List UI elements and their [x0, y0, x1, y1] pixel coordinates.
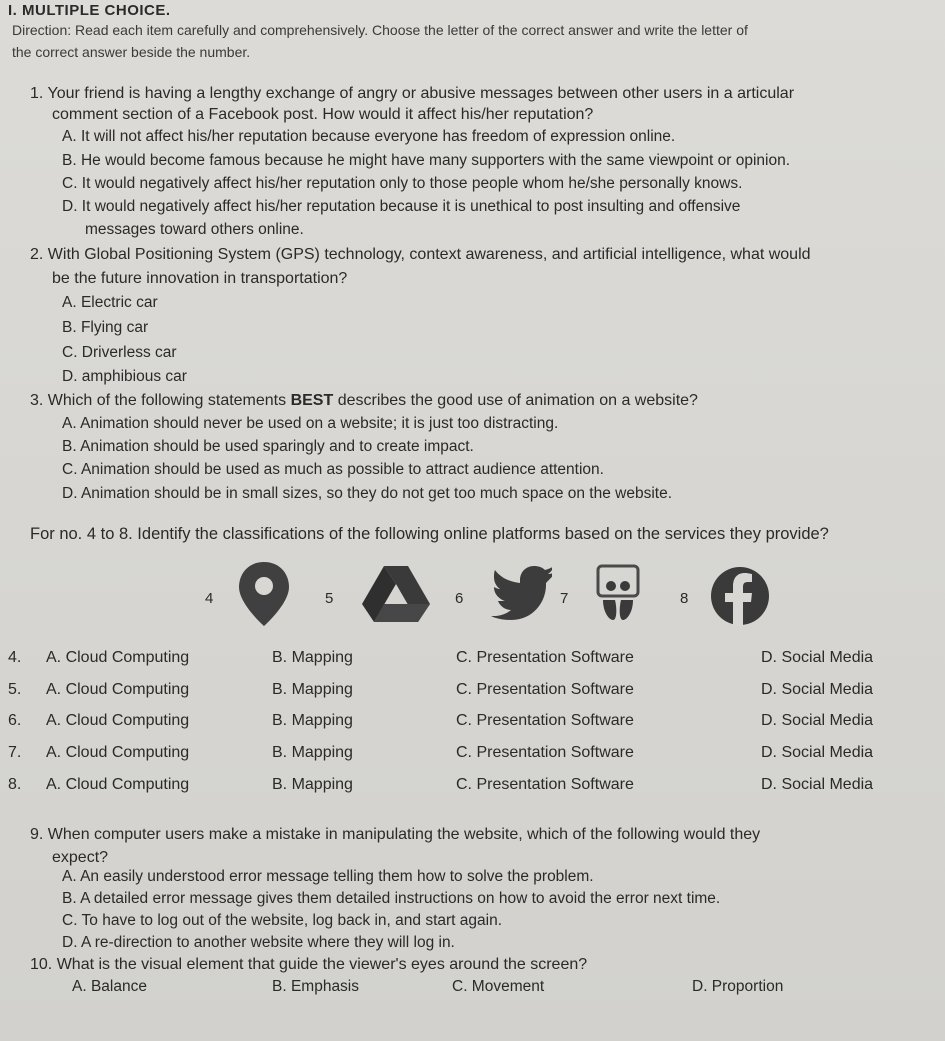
instruction-4-8: For no. 4 to 8. Identify the classifications of the following online platforms based on the services they provide?	[30, 525, 829, 543]
item-number: 8.	[8, 776, 22, 793]
choice-a: A. Cloud Computing	[46, 744, 190, 761]
item-number: 7.	[8, 744, 22, 761]
q3-option-b: B. Animation should be used sparingly and to create impact.	[62, 438, 474, 455]
item-number: 6.	[8, 712, 22, 729]
q10-option-a: A. Balance	[72, 978, 147, 995]
q10-option-c: C. Movement	[452, 978, 545, 995]
choice-b: B. Mapping	[272, 681, 353, 698]
direction-line-2: the correct answer beside the number.	[12, 44, 251, 60]
q2-stem-line-1: 2. With Global Positioning System (GPS) technology, context awareness, and artificial intelligence, what would	[30, 246, 811, 263]
platform-icons-row	[0, 560, 945, 630]
choice-a: A. Cloud Computing	[46, 712, 190, 729]
choice-d: D. Social Media	[761, 744, 874, 761]
choice-a: A. Cloud Computing	[46, 681, 190, 698]
choice-a: A. Cloud Computing	[46, 776, 190, 793]
q9-stem-line-2: expect?	[52, 849, 109, 866]
q1-option-b: B. He would become famous because he might have many supporters with the same viewpoint or opinion.	[62, 152, 791, 169]
icon-number-6: 6	[455, 590, 464, 607]
item-7-choices	[8, 744, 928, 768]
item-8-choices	[8, 776, 928, 800]
q10-stem: 10. What is the visual element that guide the viewer's eyes around the screen?	[30, 956, 588, 973]
choice-c: C. Presentation Software	[456, 744, 634, 761]
q9-option-d: D. A re-direction to another website where they will log in.	[62, 934, 455, 951]
q3-option-a: A. Animation should never be used on a website; it is just too distracting.	[62, 415, 559, 432]
q9-option-c: C. To have to log out of the website, log back in, and start again.	[62, 912, 503, 929]
direction-line-1: Direction: Read each item carefully and comprehensively. Choose the letter of the correct answer and write the letter of	[12, 22, 748, 38]
icon-number-8: 8	[680, 590, 689, 607]
q3-option-c: C. Animation should be used as much as possible to attract audience attention.	[62, 461, 604, 478]
choice-b: B. Mapping	[272, 776, 353, 793]
choice-b: B. Mapping	[272, 712, 353, 729]
q2-option-c: C. Driverless car	[62, 344, 177, 361]
q10-option-d: D. Proportion	[692, 978, 784, 995]
q3-option-d: D. Animation should be in small sizes, so they do not get too much space on the website.	[62, 485, 673, 502]
item-number: 5.	[8, 681, 22, 698]
q2-option-d: D. amphibious car	[62, 368, 187, 385]
icon-number-4: 4	[205, 590, 214, 607]
q3-stem: 3. Which of the following statements BEST describes the good use of animation on a website?	[30, 392, 698, 409]
twitter-bird-icon	[490, 566, 552, 620]
section-title: I. MULTIPLE CHOICE.	[8, 2, 171, 19]
choice-c: C. Presentation Software	[456, 649, 634, 666]
choice-b: B. Mapping	[272, 744, 353, 761]
item-5-choices	[8, 681, 928, 705]
q1-option-a: A. It will not affect his/her reputation because everyone has freedom of expression online.	[62, 128, 676, 145]
icon-number-5: 5	[325, 590, 334, 607]
choice-b: B. Mapping	[272, 649, 353, 666]
choice-a: A. Cloud Computing	[46, 649, 190, 666]
choice-c: C. Presentation Software	[456, 776, 634, 793]
choice-d: D. Social Media	[761, 681, 874, 698]
q2-option-b: B. Flying car	[62, 319, 149, 336]
item-number: 4.	[8, 649, 22, 666]
q1-stem-line-1: 1. Your friend is having a lengthy exchange of angry or abusive messages between other users in a articular	[30, 85, 795, 102]
q1-option-d-line-1: D. It would negatively affect his/her reputation because it is unethical to post insulting and offensive	[62, 198, 741, 215]
q1-option-d-line-2: messages toward others online.	[85, 221, 304, 238]
google-drive-icon	[360, 564, 432, 624]
q1-stem-line-2: comment section of a Facebook post. How would it affect his/her reputation?	[52, 106, 594, 123]
item-4-choices	[8, 649, 928, 673]
choice-c: C. Presentation Software	[456, 681, 634, 698]
slideshare-icon	[595, 564, 641, 624]
q1-option-c: C. It would negatively affect his/her reputation only to those people whom he/she personally knows.	[62, 175, 743, 192]
q2-stem-line-2: be the future innovation in transportation?	[52, 270, 348, 287]
icon-number-7: 7	[560, 590, 569, 607]
q9-option-b: B. A detailed error message gives them detailed instructions on how to avoid the error next time.	[62, 890, 721, 907]
choice-d: D. Social Media	[761, 712, 874, 729]
q9-option-a: A. An easily understood error message telling them how to solve the problem.	[62, 868, 594, 885]
q9-stem-line-1: 9. When computer users make a mistake in manipulating the website, which of the following would they	[30, 826, 761, 843]
choice-c: C. Presentation Software	[456, 712, 634, 729]
q10-option-b: B. Emphasis	[272, 978, 360, 995]
q2-option-a: A. Electric car	[62, 294, 158, 311]
map-pin-icon	[235, 560, 293, 628]
choice-d: D. Social Media	[761, 649, 874, 666]
choice-d: D. Social Media	[761, 776, 874, 793]
facebook-icon	[710, 566, 770, 626]
item-6-choices	[8, 712, 928, 736]
